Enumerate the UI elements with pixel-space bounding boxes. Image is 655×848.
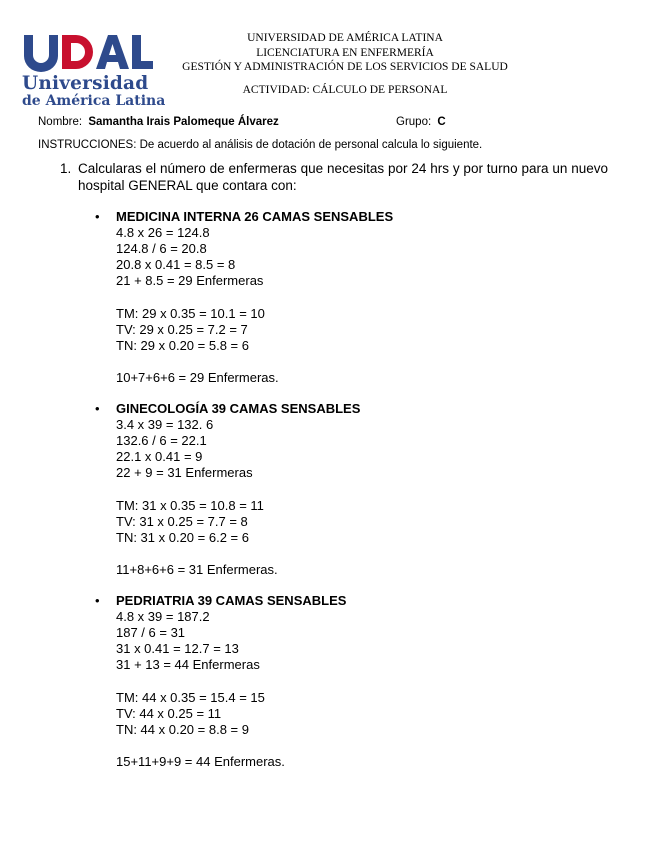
calc-line: TV: 44 x 0.25 = 11 (116, 705, 222, 721)
header-course: GESTIÓN Y ADMINISTRACIÓN DE LOS SERVICIOS DE SALUD (182, 61, 508, 73)
section-title: PEDRIATRIA 39 CAMAS SENSABLES (116, 593, 347, 608)
calc-line: TV: 31 x 0.25 = 7.7 = 8 (116, 513, 248, 529)
calc-line: TM: 29 x 0.35 = 10.1 = 10 (116, 305, 265, 321)
calc-line: 11+8+6+6 = 31 Enfermeras. (116, 561, 278, 577)
name-label: Nombre: (38, 116, 83, 128)
calc-line: 31 x 0.41 = 12.7 = 13 (116, 641, 239, 657)
bullet-icon: • (95, 209, 100, 224)
calc-line: 22 + 9 = 31 Enfermeras (116, 465, 253, 481)
calc-line: 22.1 x 0.41 = 9 (116, 449, 203, 465)
question-text: Calcularas el número de enfermeras que necesitas por 24 hrs y por turno para un nuevo hospital GENERAL que contara con: (78, 161, 608, 193)
calc-line: 4.8 x 39 = 187.2 (116, 609, 210, 624)
group-value: C (437, 116, 446, 128)
calc-line: 10+7+6+6 = 29 Enfermeras. (116, 369, 279, 385)
section-heading (95, 209, 495, 225)
calc-line: 20.8 x 0.41 = 8.5 = 8 (116, 257, 236, 273)
header-university: UNIVERSIDAD DE AMÉRICA LATINA (247, 32, 443, 44)
question-number: 1. (60, 161, 72, 176)
bullet-icon: • (95, 401, 100, 416)
section-title: GINECOLOGÍA 39 CAMAS SENSABLES (116, 401, 361, 416)
calc-line: TM: 31 x 0.35 = 10.8 = 11 (116, 497, 264, 513)
section-title: MEDICINA INTERNA 26 CAMAS SENSABLES (116, 209, 394, 224)
header-program: LICENCIATURA EN ENFERMERÍA (256, 47, 434, 59)
instructions: INSTRUCCIONES: De acuerdo al análisis de dotación de personal calcula lo siguiente. (38, 139, 483, 151)
calc-section (95, 209, 495, 385)
section-heading (95, 593, 495, 609)
calc-line: 21 + 8.5 = 29 Enfermeras (116, 273, 264, 289)
calc-section (95, 401, 495, 577)
calc-line: TN: 29 x 0.20 = 5.8 = 6 (116, 337, 249, 353)
group-label: Grupo: (396, 116, 432, 128)
calc-section (95, 593, 495, 769)
section-heading (95, 401, 495, 417)
calc-line: 4.8 x 26 = 124.8 (116, 225, 210, 240)
logo-universidad-text: Universidad (22, 73, 149, 94)
calc-line: TN: 31 x 0.20 = 6.2 = 6 (116, 529, 249, 545)
logo-america-latina-text: de América Latina (22, 93, 166, 109)
calc-line: 132.6 / 6 = 22.1 (116, 433, 207, 449)
calc-line: TM: 44 x 0.35 = 15.4 = 15 (116, 689, 265, 705)
calc-line: 3.4 x 39 = 132. 6 (116, 417, 214, 432)
student-name-row (38, 116, 279, 128)
name-value: Samantha Irais Palomeque Álvarez (88, 116, 279, 128)
calc-line: 31 + 13 = 44 Enfermeras (116, 657, 260, 673)
calc-line: 124.8 / 6 = 20.8 (116, 241, 207, 257)
udal-mark-icon (22, 33, 154, 73)
calc-line: 15+11+9+9 = 44 Enfermeras. (116, 753, 285, 769)
bullet-icon: • (95, 593, 100, 608)
calc-line: TN: 44 x 0.20 = 8.8 = 9 (116, 721, 249, 737)
group-row (396, 116, 446, 128)
calc-line: 187 / 6 = 31 (116, 625, 186, 641)
header-activity: ACTIVIDAD: CÁLCULO DE PERSONAL (242, 84, 448, 96)
calc-line: TV: 29 x 0.25 = 7.2 = 7 (116, 321, 248, 337)
udal-logo (22, 33, 166, 113)
